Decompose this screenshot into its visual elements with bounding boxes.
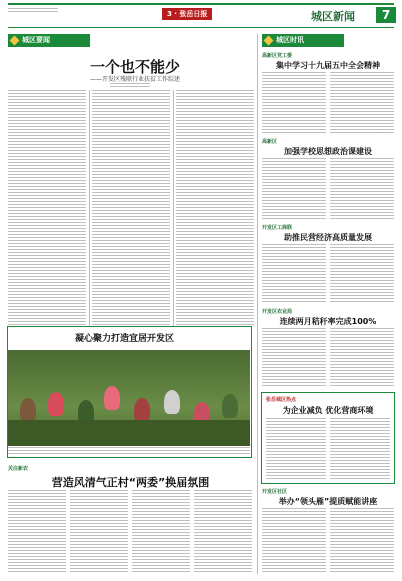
- lead-article-col-1: [8, 90, 86, 326]
- photo-tea-bushes: [8, 420, 250, 446]
- story4-kicker: 开发区农业局: [262, 309, 293, 315]
- story2-col-1: [262, 158, 326, 220]
- header-bottom-rule: [8, 27, 394, 28]
- photo-figure: [222, 394, 238, 418]
- photo-figure: [104, 386, 120, 410]
- section-label: 城区新闻: [311, 10, 355, 23]
- page-header: [0, 0, 402, 30]
- left-section-banner: 城区要闻: [8, 34, 90, 47]
- news-photo-tea-garden: [8, 350, 250, 446]
- story1-kicker: 高新区党工委: [262, 53, 293, 59]
- header-top-rule: [8, 3, 394, 5]
- column-divider: [89, 90, 90, 326]
- story4-headline: 连续两月秸秆率完成100%: [279, 317, 377, 326]
- hot-topic-col-1: [266, 418, 326, 480]
- photo-figure: [134, 398, 150, 422]
- story5-col-1: [262, 508, 326, 574]
- lead-byline: [110, 83, 150, 87]
- photo-figure: [164, 390, 180, 414]
- bottom-article-col-3: [132, 490, 190, 574]
- photo-caption-text: [8, 447, 250, 455]
- story1-col-2: [330, 72, 394, 134]
- page-column-divider: [257, 34, 258, 574]
- story5-col-2: [330, 508, 394, 574]
- photo-caption: 凝心聚力打造宜居开发区: [75, 334, 175, 344]
- photo-figure: [20, 398, 36, 422]
- column-divider: [173, 90, 174, 326]
- story4-col-2: [330, 328, 394, 388]
- story3-col-1: [262, 244, 326, 304]
- photo-figure: [48, 392, 64, 416]
- bottom-article-col-1: [8, 490, 66, 574]
- story1-col-1: [262, 72, 326, 134]
- masthead: 3 · 张岳日报: [162, 8, 212, 20]
- hot-topic-title: 张岳城区热点: [266, 397, 297, 403]
- story3-kicker: 开发区工商联: [262, 225, 293, 231]
- bottom-article-col-4: [194, 490, 252, 574]
- story2-headline: 加强学校思想政治课建设: [284, 147, 372, 156]
- story3-headline: 助推民营经济高质量发展: [284, 233, 372, 242]
- lead-subhead: ——开发区残联行业扶贫工作综述: [89, 76, 180, 83]
- story5-headline: 举办“领头雁”提质赋能讲座: [278, 497, 378, 506]
- story4-col-1: [262, 328, 326, 388]
- bottom-article-col-2: [70, 490, 128, 574]
- story1-headline: 集中学习十九届五中全会精神: [276, 61, 380, 70]
- lead-headline: 一个也不能少: [89, 58, 180, 76]
- hot-topic-col-2: [330, 418, 390, 480]
- story5-kicker: 开发区社区: [262, 489, 288, 495]
- lead-article-col-2: [92, 90, 170, 326]
- bottom-headline: 营造风清气正村“两委”换届氛围: [51, 476, 210, 489]
- story2-col-2: [330, 158, 394, 220]
- page-number: 7: [376, 7, 396, 23]
- lead-article-col-3: [176, 90, 254, 326]
- hot-topic-headline: 为企业减负 优化营商环境: [282, 406, 374, 415]
- right-section-banner: 城区时讯: [262, 34, 344, 47]
- bottom-kicker: 关注新农: [8, 466, 29, 472]
- story3-col-2: [330, 244, 394, 304]
- story2-kicker: 高新区: [262, 139, 278, 145]
- issue-date: [8, 8, 58, 12]
